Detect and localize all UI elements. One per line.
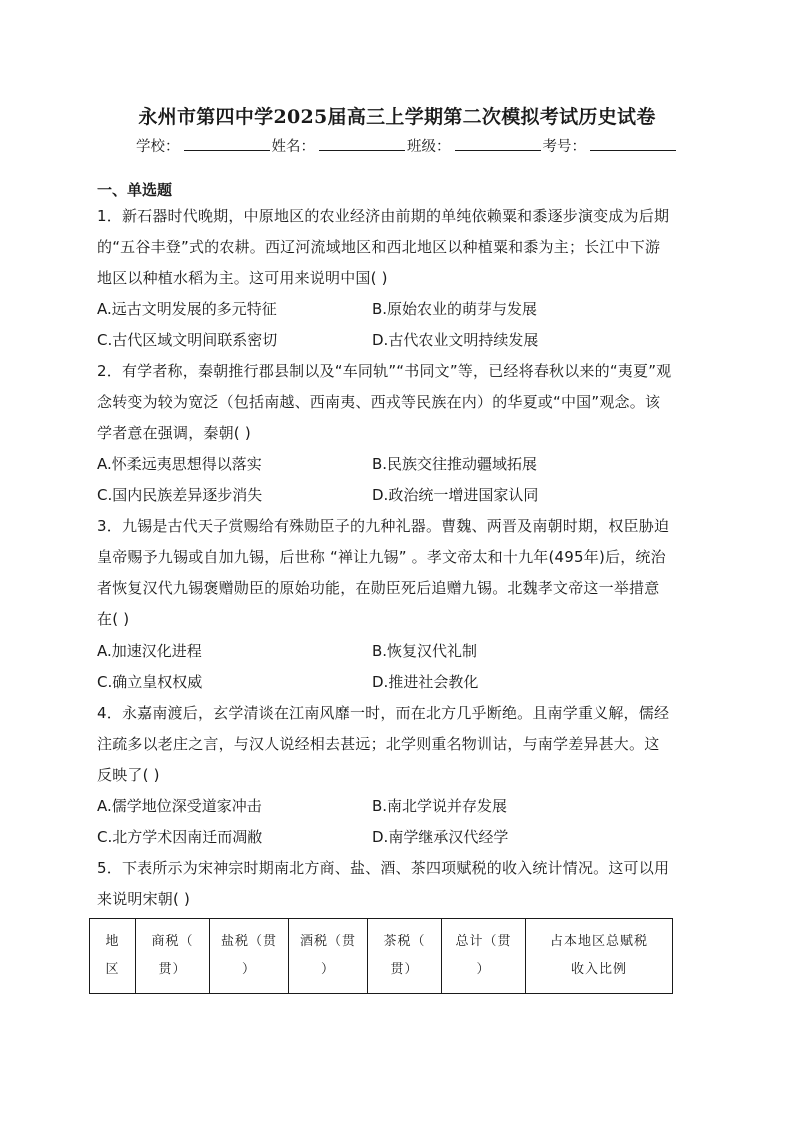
school-label: 学校： — [136, 139, 180, 155]
question-2-option-a[interactable]: A.怀柔远夷思想得以落实 — [97, 455, 262, 473]
question-2-line-1: 2．有学者称，秦朝推行郡县制以及“车同轨”“书同文”等，已经将春秋以来的“夷夏”观 — [97, 362, 672, 380]
question-4-line-2: 注疏多以老庄之言，与汉人说经相去甚远；北学则重名物训诂，与南学差异甚大。这 — [97, 735, 660, 753]
question-3-line-1: 3．九锡是古代天子赏赐给有殊勋臣子的九种礼器。曹魏、两晋及南朝时期，权臣胁迫 — [97, 517, 670, 535]
question-4-line-1: 4．永嘉南渡后，玄学清谈在江南风靡一时，而在北方几乎断绝。且南学重义解，儒经 — [97, 704, 670, 722]
header-cell-total: 总计（贯 ） — [442, 919, 526, 994]
class-blank[interactable] — [455, 136, 541, 151]
question-2-option-b[interactable]: B.民族交往推动疆域拓展 — [372, 455, 538, 473]
question-3-option-d[interactable]: D.推进社会教化 — [372, 673, 479, 691]
section-title: 一、单选题 — [97, 181, 173, 199]
question-2-line-3: 学者意在强调，秦朝( ) — [97, 424, 251, 442]
tax-table — [89, 918, 673, 994]
question-1-option-d[interactable]: D.古代农业文明持续发展 — [372, 331, 539, 349]
name-label: 姓名： — [271, 139, 315, 155]
student-info-row — [136, 135, 678, 156]
exam-number-blank[interactable] — [590, 136, 676, 151]
name-blank[interactable] — [319, 136, 405, 151]
table-header-row — [90, 919, 673, 994]
question-4-line-3: 反映了( ) — [97, 766, 160, 784]
question-2-line-2: 念转变为较为宽泛（包括南越、西南夷、西戎等民族在内）的华夏或“中国”观念。该 — [97, 393, 661, 411]
question-3-line-3: 者恢复汉代九锡褒赠勋臣的原始功能，在勋臣死后追赠九锡。北魏孝文帝这一举措意 — [97, 579, 660, 597]
question-3-option-c[interactable]: C.确立皇权权威 — [97, 673, 203, 691]
question-3-line-4: 在( ) — [97, 610, 130, 628]
header-cell-region: 地 区 — [90, 919, 136, 994]
question-1-line-3: 地区以种植水稻为主。这可用来说明中国( ) — [97, 269, 388, 287]
question-4-option-d[interactable]: D.南学继承汉代经学 — [372, 828, 509, 846]
question-3-option-a[interactable]: A.加速汉化进程 — [97, 642, 202, 660]
school-blank[interactable] — [184, 136, 270, 151]
question-3-line-2: 皇帝赐予九锡或自加九锡，后世称 “禅让九锡” 。孝文帝太和十九年(495年)后，统治 — [97, 548, 666, 566]
question-1-option-c[interactable]: C.古代区域文明间联系密切 — [97, 331, 278, 349]
exam-number-label: 考号： — [542, 139, 586, 155]
question-4-option-b[interactable]: B.南北学说并存发展 — [372, 797, 508, 815]
class-label: 班级： — [407, 139, 451, 155]
question-5-line-1: 5．下表所示为宋神宗时期南北方商、盐、酒、茶四项赋税的收入统计情况。这可以用 — [97, 859, 670, 877]
question-1-option-b[interactable]: B.原始农业的萌芽与发展 — [372, 300, 538, 318]
question-2-option-d[interactable]: D.政治统一增进国家认同 — [372, 486, 539, 504]
header-cell-wine-tax: 酒税（贯 ） — [289, 919, 368, 994]
question-4-option-a[interactable]: A.儒学地位深受道家冲击 — [97, 797, 262, 815]
question-4-option-c[interactable]: C.北方学术因南迁而凋敝 — [97, 828, 263, 846]
header-cell-commerce-tax: 商税（ 贯） — [136, 919, 210, 994]
header-cell-tea-tax: 茶税（ 贯） — [368, 919, 442, 994]
question-2-option-c[interactable]: C.国内民族差异逐步消失 — [97, 486, 263, 504]
exam-title: 永州市第四中学2025届高三上学期第二次模拟考试历史试卷 — [138, 106, 656, 128]
question-1-line-1: 1．新石器时代晚期，中原地区的农业经济由前期的单纯依赖粟和黍逐步演变成为后期 — [97, 207, 670, 225]
question-5-line-2: 来说明宋朝( ) — [97, 890, 191, 908]
question-1-option-a[interactable]: A.远古文明发展的多元特征 — [97, 300, 277, 318]
header-cell-salt-tax: 盐税（贯 ） — [210, 919, 289, 994]
question-1-line-2: 的“五谷丰登”式的农耕。西辽河流域地区和西北地区以种植粟和黍为主；长江中下游 — [97, 238, 661, 256]
question-3-option-b[interactable]: B.恢复汉代礼制 — [372, 642, 478, 660]
header-cell-ratio: 占本地区总赋税 收入比例 — [526, 919, 673, 994]
